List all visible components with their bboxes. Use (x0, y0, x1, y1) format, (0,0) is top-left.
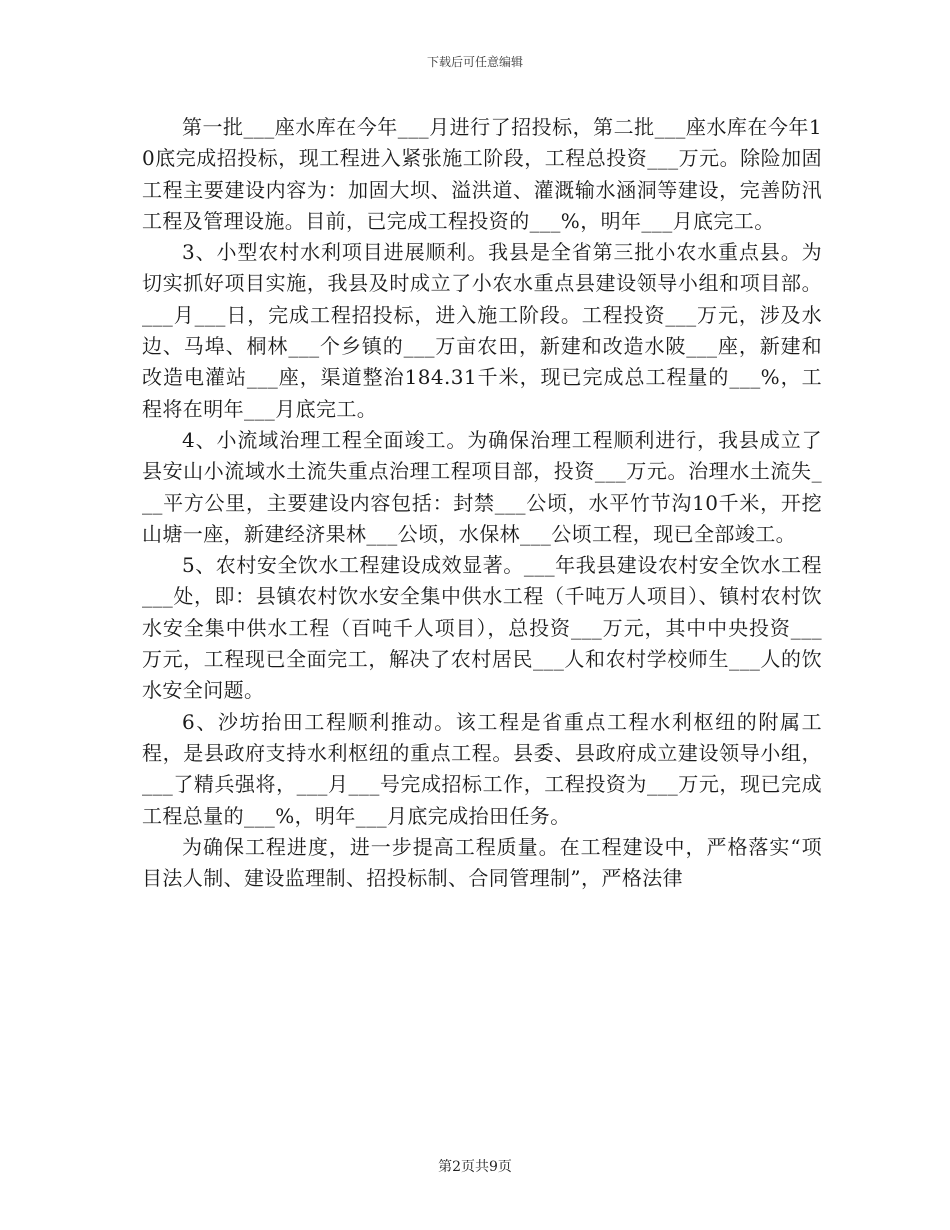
page-number: 第2页共9页 (438, 1159, 512, 1175)
document-body (142, 112, 822, 894)
page-header: 下载后可任意编辑 (426, 55, 523, 69)
paragraph-small-irrigation: 3、小型农村水利项目进展顺利。我县是全省第三批小农水重点县。为切实抓好项目实施，我县及时成立了小农水重点县建设领导小组和项目部。___月___日，完成工程招投标，进入施工阶段。工程投资___万元，涉及水边、马埠、桐林___个乡镇的___万亩农田，新建和改造水陂___座，新建和改造电灌站___座，渠道整治184.31千米，现已完成总工程量的___%，工程将在明年___月底完工。 (142, 240, 822, 421)
paragraph-watershed: 4、小流域治理工程全面竣工。为确保治理工程顺利进行，我县成立了县安山小流域水土流失重点治理工程项目部，投资___万元。治理水土流失___平方公里，主要建设内容包括：封禁___公顷，水平竹节沟10千米，开挖山塘一座，新建经济果林___公顷，水保林___公顷工程，现已全部竣工。 (142, 427, 822, 546)
paragraph-field-raising: 6、沙坊抬田工程顺利推动。该工程是省重点工程水利枢纽的附属工程，是县政府支持水利枢纽的重点工程。县委、县政府成立建设领导小组，___了精兵强将，___月___号完成招标工作，工程投资为___万元，现已完成工程总量的___%，明年___月底完成抬田任务。 (142, 709, 822, 828)
paragraph-quality: 为确保工程进度，进一步提高工程质量。在工程建设中，严格落实“项目法人制、建设监理制、招投标制、合同管理制”，严格法律 (142, 834, 822, 891)
paragraph-drinking-water: 5、农村安全饮水工程建设成效显著。___年我县建设农村安全饮水工程___处，即：县镇农村饮水安全集中供水工程（千吨万人项目）、镇村农村饮水安全集中供水工程（百吨千人项目），总投资___万元，其中中央投资___万元，工程现已全面完工，解决了农村居民___人和农村学校师生___人的饮水安全问题。 (142, 553, 822, 703)
paragraph-reservoir: 第一批___座水库在今年___月进行了招投标，第二批___座水库在今年10底完成招投标，现工程进入紧张施工阶段，工程总投资___万元。除险加固工程主要建设内容为：加固大坝、溢洪道、灌溉输水涵洞等建设，完善防汛工程及管理设施。目前，已完成工程投资的___%，明年___月底完工。 (142, 115, 822, 233)
